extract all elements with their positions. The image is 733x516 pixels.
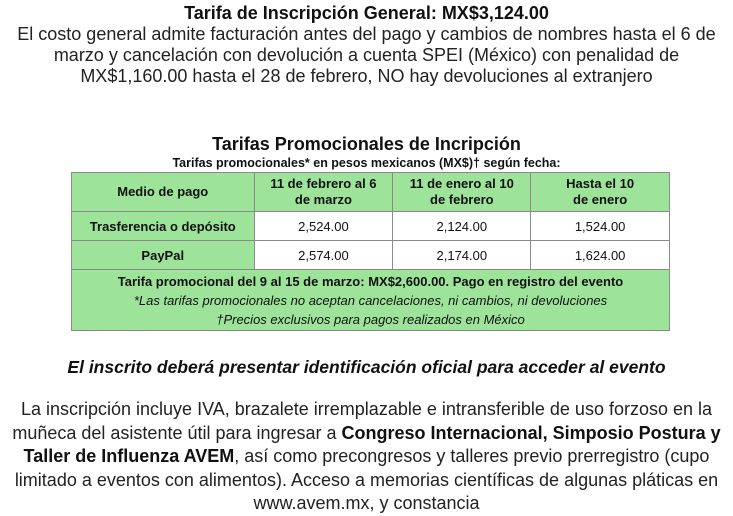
header-period-jan-feb-text: 11 de enero al 10 de febrero bbox=[409, 176, 514, 207]
inclusion-text-part2: , así como precongresos y talleres previo prerregistro (cupo limitado a eventos con alimentos). Acceso a memorias científicas de algunas pláticas en www.avem.mx, y constancia bbox=[14, 446, 719, 513]
promo-fees-subtitle: Tarifas promocionales* en pesos mexicanos (MX$)† según fecha: bbox=[172, 156, 561, 170]
promo-mexico-note: †Precios exclusivos para pagos realizados en México bbox=[216, 311, 525, 327]
promo-cancellation-note: *Las tarifas promocionales no aceptan cancelaciones, ni cambios, ni devoluciones bbox=[133, 292, 608, 308]
row-method-transfer: Trasferencia o depósito bbox=[72, 212, 255, 241]
cell-price: 2,174.00 bbox=[393, 241, 531, 270]
general-fee-description: El costo general admite facturación antes del pago y cambios de nombres hasta el 6 de marzo y cancelación con devolución a cuenta SPEI (México) con penalidad de MX$1,160.00 hasta el 28 de febrero, NO hay devoluciones al extranjero bbox=[17, 24, 716, 86]
header-period-jan-feb bbox=[393, 173, 531, 212]
header-period-feb-mar bbox=[254, 173, 393, 212]
inclusion-text-part1: La inscripción incluye IVA, brazalete irremplazable e intransferible de uso forzoso en la muñeca del asistente útil para ingresar a bbox=[12, 399, 713, 443]
table-footer-row bbox=[72, 270, 670, 331]
promo-fees-title: Tarifas Promocionales de Incripción bbox=[212, 134, 521, 154]
cell-price: 2,574.00 bbox=[254, 241, 393, 270]
cell-price: 1,524.00 bbox=[531, 212, 670, 241]
table-footer bbox=[72, 270, 670, 331]
cell-price: 2,124.00 bbox=[393, 212, 531, 241]
cell-price: 1,624.00 bbox=[531, 241, 670, 270]
promo-week-rate: Tarifa promocional del 9 al 15 de marzo: MX$2,600.00. Pago en registro del evento bbox=[117, 273, 624, 289]
header-period-feb-mar-text: 11 de febrero al 6 de marzo bbox=[270, 176, 377, 207]
general-fee-title: Tarifa de Inscripción General: MX$3,124.00 bbox=[184, 3, 549, 23]
table-row bbox=[72, 241, 670, 270]
cell-price: 2,524.00 bbox=[254, 212, 393, 241]
header-period-until-jan bbox=[531, 173, 670, 212]
row-method-paypal: PayPal bbox=[72, 241, 255, 270]
header-payment-method: Medio de pago bbox=[72, 173, 255, 212]
id-requirement-notice: El inscrito deberá presentar identificación oficial para acceder al evento bbox=[67, 357, 666, 377]
table-row bbox=[72, 212, 670, 241]
inclusion-description bbox=[4, 398, 729, 516]
inclusion-event-name: Congreso Internacional, Simposio Postura y Taller de Influenza AVEM bbox=[23, 422, 721, 466]
header-period-until-jan-text: Hasta el 10 de enero bbox=[566, 176, 635, 207]
promo-rates-table bbox=[71, 172, 670, 331]
table-header-row bbox=[72, 173, 670, 212]
